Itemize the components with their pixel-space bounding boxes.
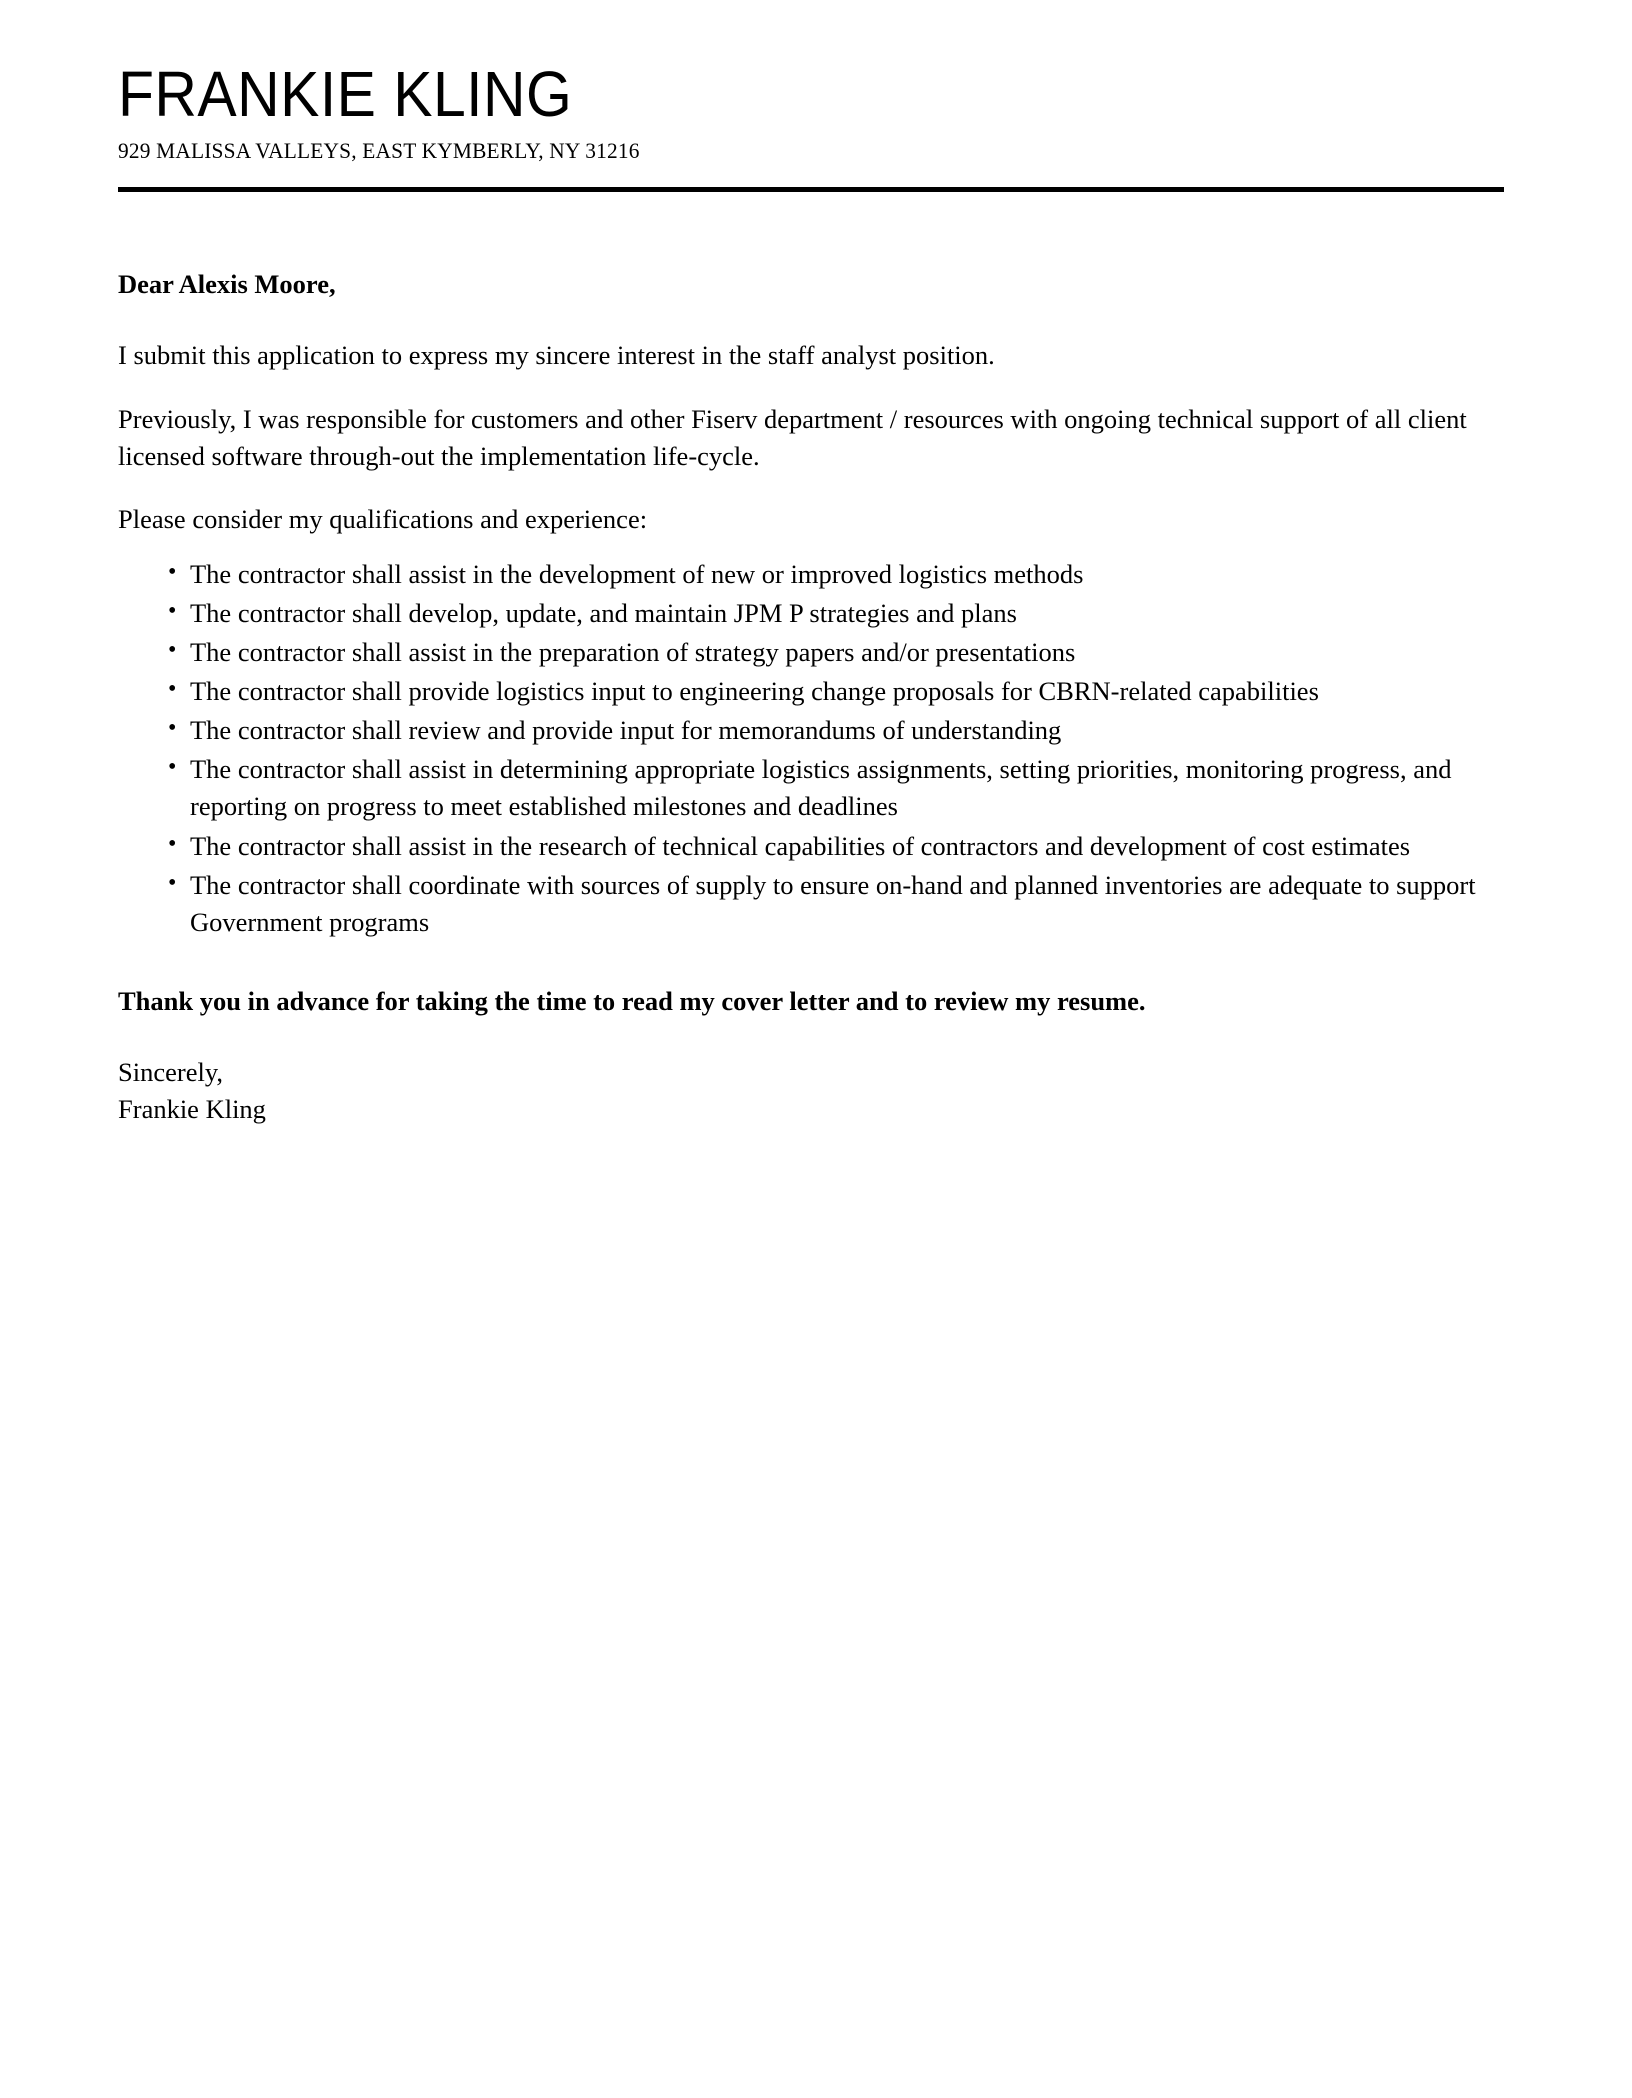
closing-thanks: Thank you in advance for taking the time to read my cover letter and to review my resume. — [118, 985, 1146, 1016]
experience-paragraph: Previously, I was responsible for customers and other Fiserv department / resources with ongoing technical support of all client licensed software through-out the implementation life-cycle. — [118, 403, 1467, 471]
intro-paragraph: I submit this application to express my sincere interest in the staff analyst position. — [118, 340, 995, 371]
list-item: • The contractor shall provide logistics input to engineering change proposals for CBRN-related capabilities — [170, 673, 1504, 710]
signoff-salutation: Sincerely, — [118, 1056, 223, 1087]
list-item: • The contractor shall assist in the development of new or improved logistics methods — [170, 556, 1504, 593]
list-item: • The contractor shall assist in the research of technical capabilities of contractors and development of cost estimates — [170, 828, 1504, 865]
applicant-address: 929 MALISSA VALLEYS, EAST KYMBERLY, NY 31216 — [118, 138, 640, 164]
signoff-block — [118, 1054, 1504, 1128]
list-item: • The contractor shall assist in determining appropriate logistics assignments, setting priorities, monitoring progress, and reporting on progress to meet established milestones and deadlines — [170, 751, 1504, 825]
qualifications-intro: Please consider my qualifications and experience: — [118, 503, 648, 534]
letterhead — [118, 58, 1504, 192]
list-item: • The contractor shall assist in the preparation of strategy papers and/or presentations — [170, 634, 1504, 671]
qualifications-list — [118, 556, 1504, 941]
applicant-name: FRANKIE KLING — [118, 58, 573, 130]
list-item: • The contractor shall review and provide input for memorandums of understanding — [170, 712, 1504, 749]
salutation: Dear Alexis Moore, — [118, 269, 336, 300]
header-divider — [118, 187, 1504, 192]
list-item: • The contractor shall coordinate with sources of supply to ensure on-hand and planned inventories are adequate to support Government programs — [170, 867, 1504, 941]
letter-body — [118, 266, 1504, 1128]
signoff-name: Frankie Kling — [118, 1093, 266, 1124]
list-item: • The contractor shall develop, update, and maintain JPM P strategies and plans — [170, 595, 1504, 632]
